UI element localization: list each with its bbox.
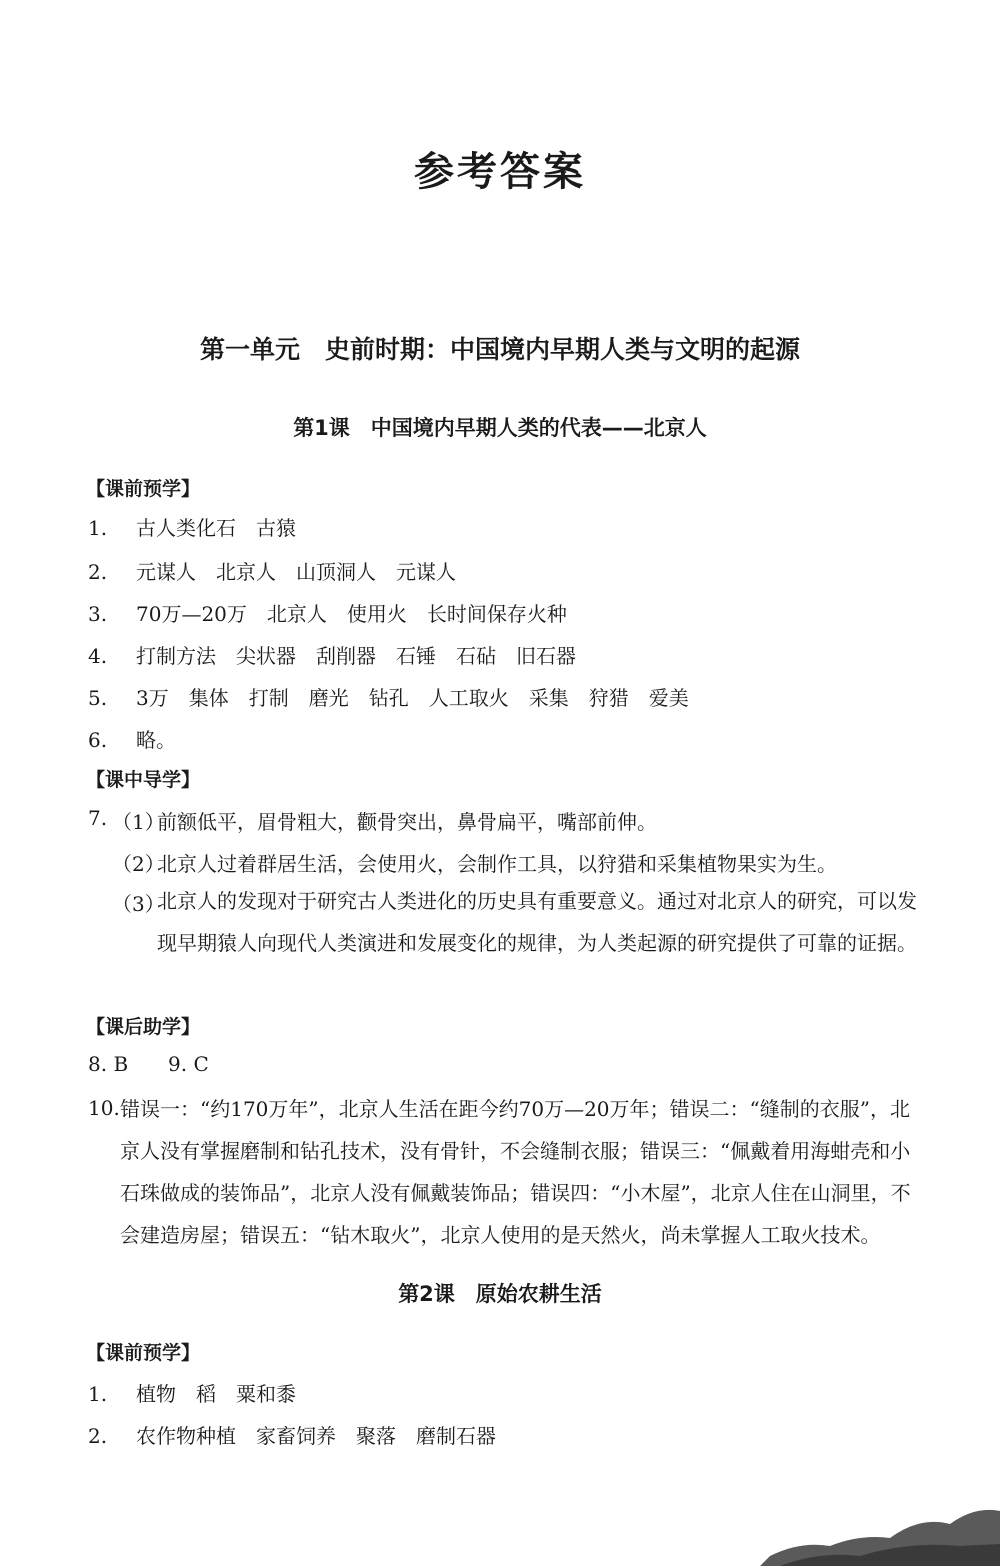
l2-pre-answer-item: 家畜饲养: [256, 1424, 336, 1448]
l1-pre-row-number: 3.: [88, 602, 108, 626]
l1-pre-answer-item: 刮削器: [316, 644, 376, 668]
section-pre-study-2: 【课前预学】: [86, 1342, 201, 1364]
l1-pre-answer-item: 略。: [136, 728, 176, 752]
question-9-answer: 9. C: [168, 1052, 209, 1076]
l1-pre-answer-item: 元谋人: [396, 560, 456, 584]
l2-pre-answer-item: 农作物种植: [136, 1424, 236, 1448]
l1-pre-row-number: 4.: [88, 644, 108, 668]
l2-pre-answer-item: 植物: [136, 1382, 176, 1406]
l1-pre-answer-item: 尖状器: [236, 644, 296, 668]
l1-pre-answer-item: 北京人: [216, 560, 276, 584]
l1-pre-answer-item: 古猿: [256, 516, 296, 540]
section-after-class: 【课后助学】: [86, 1016, 201, 1038]
l2-pre-row-1: [88, 1378, 316, 1407]
q7-answer-2: 北京人过着群居生活，会使用火，会制作工具，以狩猎和采集植物果实为生。: [157, 852, 837, 876]
l1-pre-answer-item: 3万: [136, 686, 169, 710]
l1-pre-answer-item: 北京人: [266, 602, 327, 626]
l1-pre-answer-item: 采集: [528, 686, 569, 710]
l1-pre-answer-item: 狩猎: [588, 686, 629, 710]
l1-pre-answer-item: 使用火: [346, 602, 407, 626]
question-10-number: 10.: [88, 1096, 120, 1120]
l1-pre-answer-item: 打制: [248, 686, 289, 710]
q7-answer-3: 北京人的发现对于研究古人类进化的历史具有重要意义。通过对北京人的研究，可以发现早期猿人向现代人类演进和发展变化的规律，为人类起源的研究提供了可靠的证据。: [157, 889, 917, 955]
q7-label-1: （1）: [112, 810, 165, 834]
q7-label-2: （2）: [112, 852, 165, 876]
l1-pre-answer-item: 磨光: [308, 686, 349, 710]
section-in-class: 【课中导学】: [86, 769, 201, 791]
l2-pre-answer-item: 粟和黍: [236, 1382, 296, 1406]
page-title: 参考答案: [414, 149, 586, 195]
section-pre-study: 【课前预学】: [86, 478, 201, 500]
l1-pre-answer-item: 石锤: [396, 644, 436, 668]
lesson-2-title: 第2课 原始农耕生活: [398, 1282, 602, 1306]
l1-pre-answer-item: 山顶洞人: [296, 560, 376, 584]
corner-decoration: [760, 1486, 1000, 1566]
l1-pre-answer-item: 长时间保存火种: [426, 602, 567, 626]
l1-pre-row-3: [88, 598, 587, 627]
question-7-number: 7.: [88, 806, 108, 830]
l1-pre-answer-item: 旧石器: [516, 644, 576, 668]
l1-pre-row-1: [88, 512, 316, 541]
l1-pre-row-number: 2.: [88, 560, 108, 584]
l1-pre-answer-item: 集体: [188, 686, 229, 710]
l1-pre-row-number: 6.: [88, 728, 108, 752]
l2-pre-row-number: 2.: [88, 1424, 108, 1448]
lesson-1-title: 第1课 中国境内早期人类的代表——北京人: [293, 416, 707, 440]
l1-pre-answer-item: 元谋人: [136, 560, 196, 584]
l1-pre-row-5: [88, 682, 709, 711]
l1-pre-row-number: 5.: [88, 686, 108, 710]
l2-pre-answer-item: 聚落: [356, 1424, 396, 1448]
l1-pre-answer-item: 人工取火: [428, 686, 509, 710]
question-8-answer: 8. B: [88, 1052, 129, 1076]
l1-pre-row-4: [88, 640, 596, 669]
q7-label-3: （3）: [112, 892, 165, 916]
l1-pre-answer-item: 钻孔: [368, 686, 409, 710]
l2-pre-row-2: [88, 1420, 516, 1449]
l1-pre-answer-item: 打制方法: [136, 644, 216, 668]
l2-pre-answer-item: 稻: [196, 1382, 216, 1406]
question-10-answer: 错误一：“约170万年”，北京人生活在距今约70万—20万年；错误二：“缝制的衣服”，北京人没有掌握磨制和钻孔技术，没有骨针，不会缝制衣服；错误三：“佩戴着用海蚶壳和小石珠做成的装饰品”，北京人没有佩戴装饰品；错误四：“小木屋”，北京人住在山洞里，不会建造房屋；错误五：“钻木取火”，北京人使用的是天然火，尚未掌握人工取火技术。: [120, 1097, 911, 1247]
l1-pre-row-2: [88, 556, 476, 585]
l1-pre-row-number: 1.: [88, 516, 108, 540]
l1-pre-answer-item: 爱美: [648, 686, 689, 710]
l1-pre-answer-item: 古人类化石: [136, 516, 236, 540]
l1-pre-answer-item: 石砧: [456, 644, 496, 668]
l1-pre-answer-item: 70万—20万: [136, 602, 247, 626]
l1-pre-row-6: [88, 724, 196, 753]
l2-pre-row-number: 1.: [88, 1382, 108, 1406]
l2-pre-answer-item: 磨制石器: [416, 1424, 496, 1448]
unit-title: 第一单元 史前时期：中国境内早期人类与文明的起源: [199, 335, 800, 364]
q7-answer-1: 前额低平，眉骨粗大，颧骨突出，鼻骨扁平，嘴部前伸。: [157, 810, 657, 834]
